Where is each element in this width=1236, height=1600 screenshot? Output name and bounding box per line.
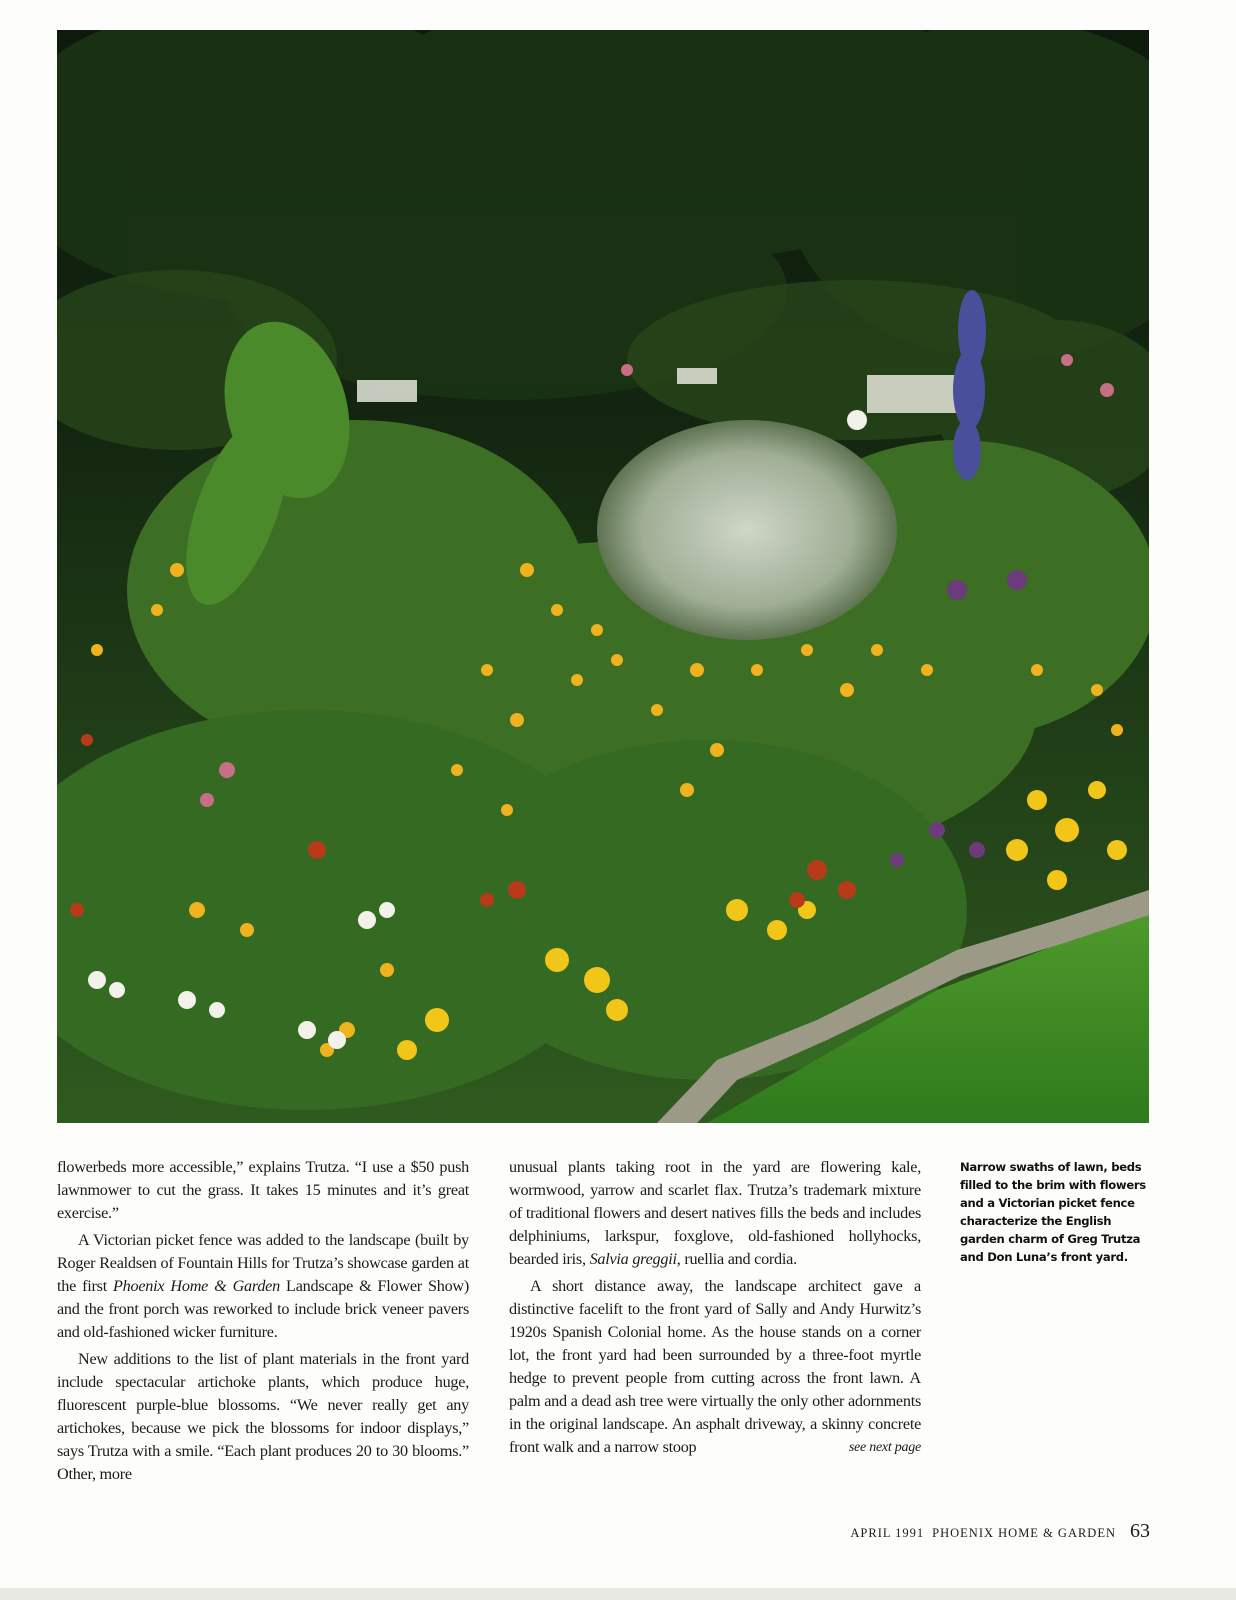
paragraph — [57, 1229, 469, 1344]
text-column-2 — [509, 1156, 921, 1463]
magazine-name: PHOENIX HOME & GARDEN — [932, 1526, 1116, 1540]
text-run: A Victorian picket fence was added to the landscape (built by Roger Realdsen of Fountain Hills for Trutza’s showcase garden at the first — [57, 1231, 469, 1295]
garden-photo — [57, 30, 1149, 1123]
text-column-1 — [57, 1156, 469, 1490]
paragraph — [509, 1275, 921, 1459]
magazine-title-italic: Phoenix Home & Garden — [113, 1277, 280, 1295]
issue-date: APRIL 1991 — [850, 1526, 925, 1540]
paragraph — [509, 1156, 921, 1271]
text-run: Landscape & Flower Show) and the front porch was reworked to include brick veneer pavers and old-fashioned wicker furniture. — [57, 1277, 470, 1341]
text-run: unusual plants taking root in the yard are flowering kale, wormwood, yarrow and scarlet flax. Trutza’s trademark mixture of traditional flowers and desert natives fills the beds and includes delphiniums, larkspur, foxglove, old-fashioned hollyhocks, bearded iris, — [509, 1158, 921, 1268]
photo-caption: Narrow swaths of lawn, beds filled to the brim with flowers and a Victorian picket fence characterize the English garden charm of Greg Trutza and Don Luna’s front yard. — [960, 1160, 1146, 1264]
page-footer — [828, 1520, 1150, 1543]
page-edge — [0, 1588, 1236, 1600]
page-number: 63 — [1130, 1520, 1150, 1542]
see-next-page-link[interactable]: see next page — [848, 1440, 921, 1455]
garden-illustration — [57, 30, 1149, 1123]
text-run: A short distance away, the landscape architect gave a distinctive facelift to the front yard of Sally and Andy Hurwitz’s 1920s Spanish Colonial home. As the house stands on a corner lot, the front yard had been surrounded by a three-foot myrtle hedge to prevent people from cutting across the front lawn. A palm and a dead ash tree were virtually the only other adornments in the original landscape. An asphalt driveway, a skinny concrete front walk and a narrow stoop — [509, 1277, 921, 1456]
paragraph: flowerbeds more accessible,” explains Trutza. “I use a $50 push lawnmower to cut the grass. It takes 15 minutes and it’s great exercise.” — [57, 1158, 469, 1222]
text-run: , ruellia and cordia. — [676, 1250, 797, 1268]
paragraph: New additions to the list of plant materials in the front yard include spectacular artichoke plants, which produce huge, fluorescent purple-blue blossoms. “We never really get any artichokes, because we pick the blossoms for indoor displays,” says Trutza with a smile. “Each plant produces 20 to 30 blooms.” Other, more — [57, 1350, 469, 1483]
plant-name-italic: Salvia greggii — [589, 1250, 677, 1268]
